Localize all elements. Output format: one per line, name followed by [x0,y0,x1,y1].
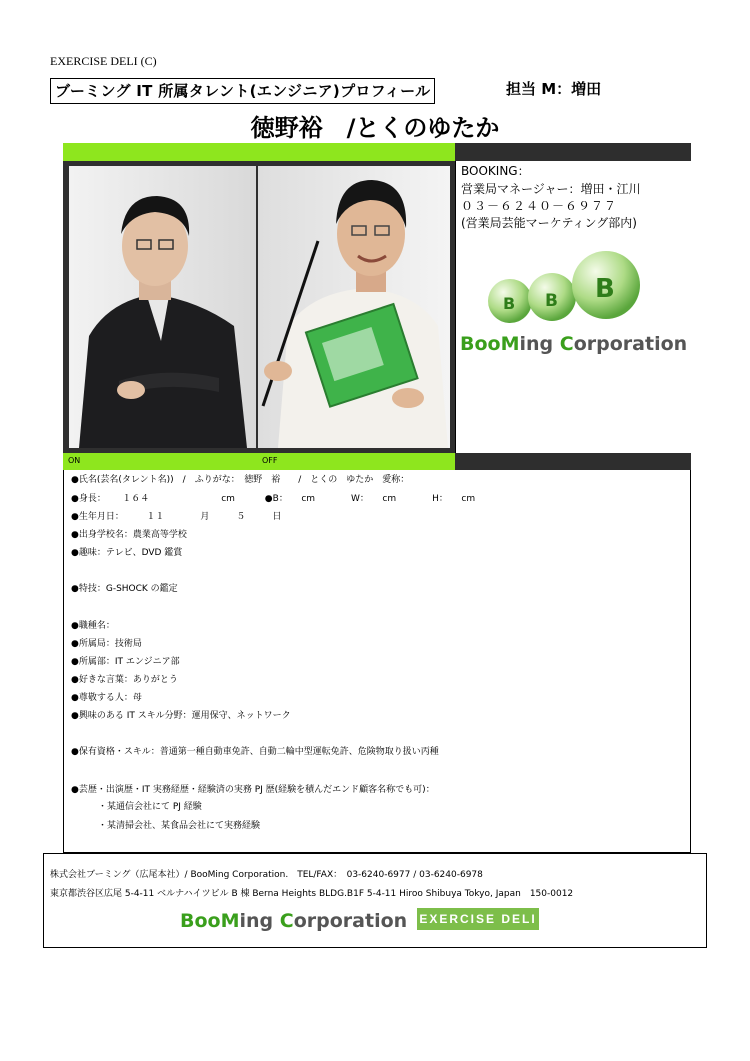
logo-part-ing: ing [519,333,560,355]
logo-part-boo: Boo [460,333,501,355]
career-item: ・某清掃会社、某食品会社にて実務経験 [98,821,261,831]
footer-logo-part-c: C [279,910,294,932]
body-field: ●身長： １６４ cm ●B： cm W： cm H： cm [71,494,476,504]
skill-field: ●特技：G-SHOCK の鑑定 [71,584,178,594]
birth-field: ●生年月日： １１ 月 ５ 日 [71,512,282,522]
bottom-dark-bar [455,453,691,470]
footer-logo-wordmark [180,910,407,932]
photo-off [258,166,450,448]
bubble-letter-3: B [595,274,615,304]
job-field: ●職種名： [71,621,115,631]
name-field: ●氏名(芸名(タレント名)) / ふりがな： 徳野 裕 / とくの ゆたか 愛称： [71,475,410,485]
document-title: ブーミング IT 所属タレント(エンジニア)プロフィール [50,78,435,104]
logo-part-m: M [500,333,520,355]
logo-wordmark [460,333,687,355]
footer-logo-part-orporation: orporation [293,910,408,932]
booking-manager: 営業局マネージャー：増田・江川 [461,182,641,196]
talent-name: 徳野裕 /とくのゆたか [250,114,500,142]
bubble-letter-1: B [503,294,516,313]
footer-logo-part-ing: ing [239,910,280,932]
hobby-field: ●趣味：テレビ、DVD 鑑賞 [71,548,183,558]
footer-company: 株式会社ブーミング（広尾本社）/ BooMing Corporation. TEL/FAX： 03-6240-6977 / 03-6240-6978 [50,870,483,880]
interest-field: ●興味のある IT スキル分野：運用保守、ネットワーク [71,711,291,721]
logo-bubbles-icon [484,249,644,331]
document-code: EXERCISE DELI (C) [50,54,157,68]
booking-heading: BOOKING： [461,164,530,178]
words-field: ●好きな言葉：ありがとう [71,675,178,685]
footer-logo-part-boo: Boo [180,910,221,932]
logo-part-orporation: orporation [573,333,688,355]
qualification-field: ●保有資格・スキル：普通第一種自動車免許、自動二輪中型運転免許、危険物取り扱い丙種 [71,747,439,757]
off-label: OFF [262,456,278,465]
bubble-letter-2: B [545,291,558,311]
person-suit-image [69,166,256,448]
footer-address: 東京都渋谷区広尾 5-4-11 ベルナハイツビル B 棟 Berna Heights BLDG.B1F 5-4-11 Hiroo Shibuya Tokyo, Japan 150-0012 [50,889,574,899]
bureau-field: ●所属局：技術局 [71,639,142,649]
exercise-deli-badge: EXERCISE DELI [417,908,539,930]
booking-phone: ０３－６２４０－６９７７ [461,199,618,213]
career-field: ●芸歴・出演歴・IT 実務経歴・経験済の実務 PJ 歴(経験を積んだエンド顧客名称でも可)： [71,785,435,795]
booking-department: (営業局芸能マーケティング部内) [461,216,637,230]
bottom-accent-bar [63,453,455,470]
top-accent-bar [63,143,455,161]
booking-panel [455,161,691,453]
photo-on [69,166,256,448]
person-sweater-image [258,166,450,448]
on-label: ON [68,456,81,465]
career-item: ・某通信会社にて PJ 経験 [98,802,202,812]
footer-logo-part-m: M [220,910,240,932]
logo-part-c: C [559,333,574,355]
manager-label: 担当 M：増田 [506,80,602,98]
respect-field: ●尊敬する人：母 [71,693,142,703]
dept-field: ●所属部：IT エンジニア部 [71,657,180,667]
top-dark-bar [455,143,691,161]
school-field: ●出身学校名：農業高等学校 [71,530,187,540]
